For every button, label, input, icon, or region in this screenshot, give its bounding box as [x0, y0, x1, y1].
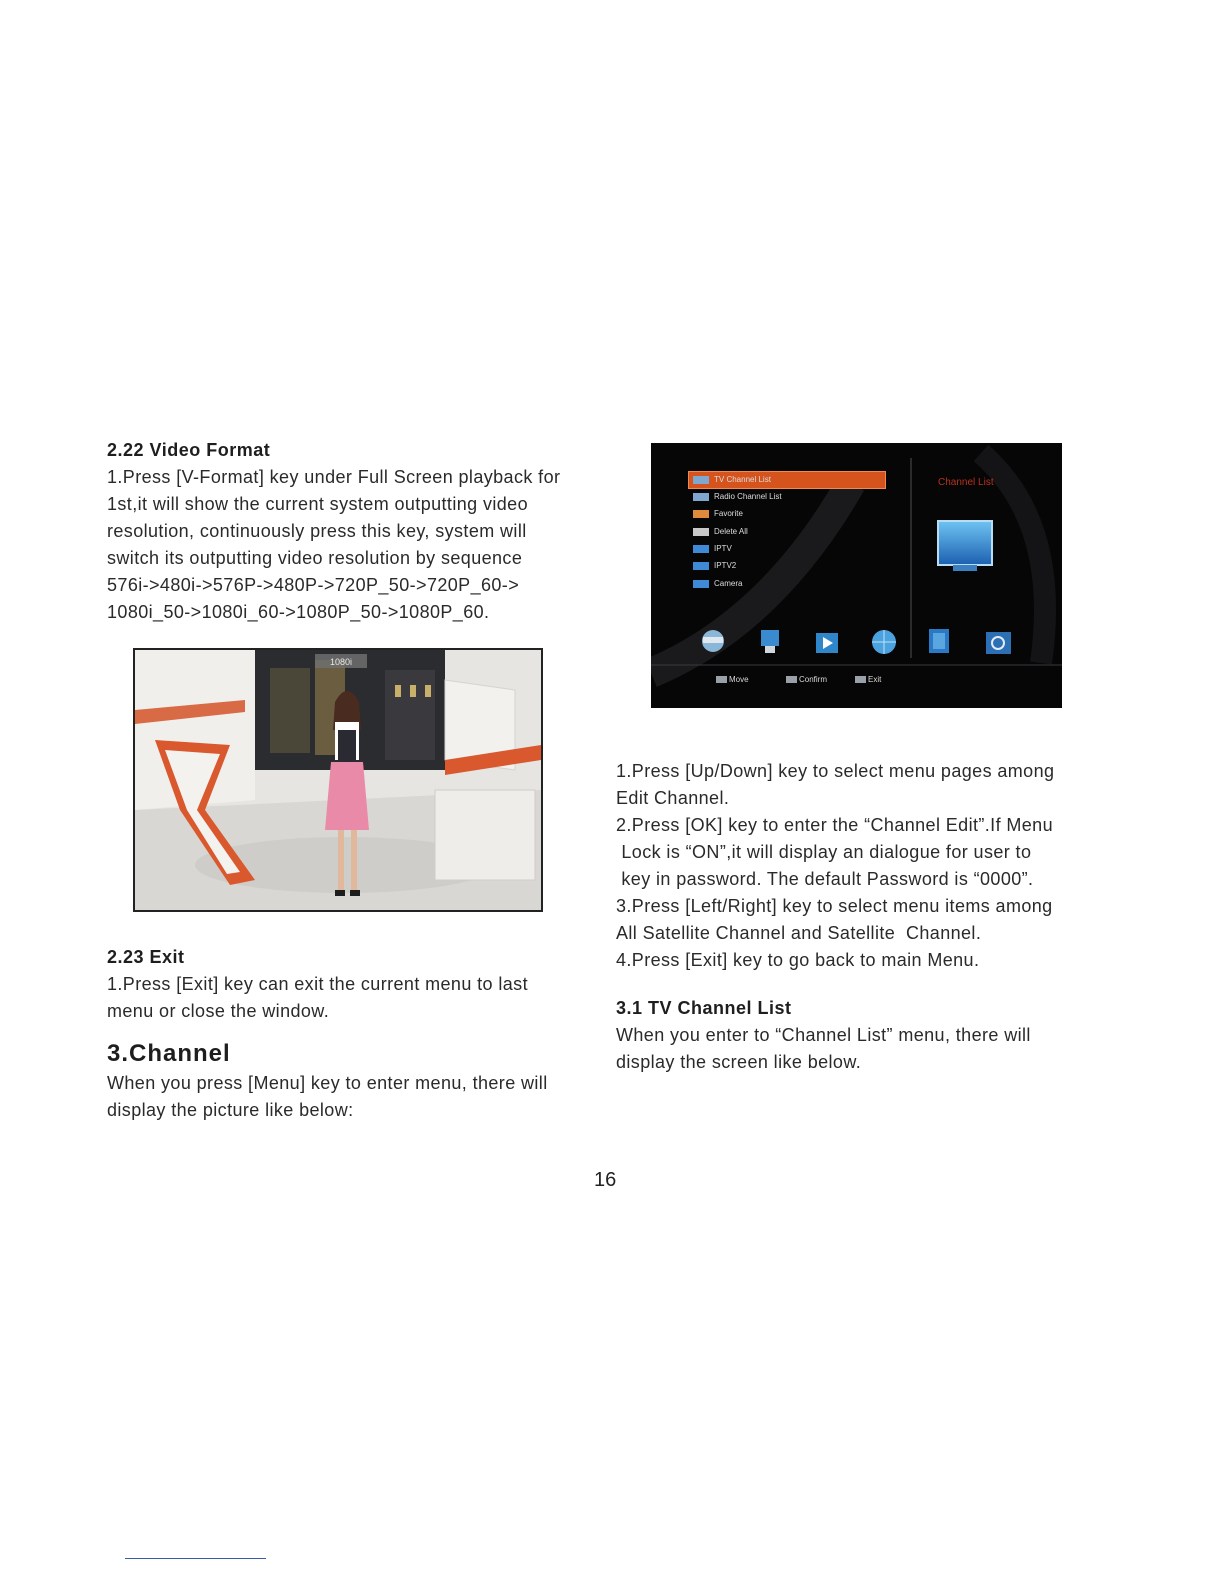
text-line: 1.Press [Exit] key can exit the current menu to last: [107, 974, 528, 994]
monitor-icon: [761, 630, 779, 653]
osd-resolution-label: 1080i: [329, 657, 353, 667]
text-line: display the picture like below:: [107, 1100, 354, 1120]
exit-text: [107, 971, 528, 1025]
move-key-icon: [716, 676, 727, 683]
text-line: When you enter to “Channel List” menu, there will: [616, 1025, 1031, 1045]
settings-icon: [986, 632, 1011, 654]
menu-item-favorite[interactable]: Favorite: [689, 506, 885, 522]
heading-exit: 2.23 Exit: [107, 947, 185, 967]
text-line: resolution, continuously press this key, system will: [107, 521, 527, 541]
heading-video-format: 2.22 Video Format: [107, 440, 271, 460]
video-format-photo: [133, 648, 543, 912]
menu-item-iptv2[interactable]: IPTV2: [689, 558, 885, 574]
media-play-icon: [816, 633, 838, 653]
studio-scene-image: [135, 650, 541, 910]
text-line: 1080i_50->1080i_60->1080P_50->1080P_60.: [107, 602, 490, 622]
footer-exit: Exit: [855, 675, 881, 684]
text-line: When you press [Menu] key to enter menu, there will: [107, 1073, 548, 1093]
heading-tv-channel-list: 3.1 TV Channel List: [616, 998, 792, 1018]
camera-icon: [693, 580, 709, 588]
satellite-icon: [702, 630, 724, 652]
menu-item-iptv[interactable]: IPTV: [689, 541, 885, 557]
video-format-text: [107, 464, 560, 626]
tv-icon: [693, 476, 709, 484]
ok-key-icon: [786, 676, 797, 683]
text-line: display the screen like below.: [616, 1052, 862, 1072]
radio-icon: [693, 493, 709, 501]
text-line: 2.Press [OK] key to enter the “Channel Edit”.If Menu: [616, 815, 1053, 835]
exit-key-icon: [855, 676, 866, 683]
panel-title: Channel List: [938, 477, 994, 488]
heading-channel: 3.Channel: [107, 1040, 231, 1067]
tv-channel-list-text: [616, 1022, 1031, 1076]
text-line: 1st,it will show the current system outputting video: [107, 494, 528, 514]
channel-text: [107, 1070, 548, 1124]
text-line: Edit Channel.: [616, 788, 730, 808]
menu-item-delete-all[interactable]: Delete All: [689, 524, 885, 540]
text-line: Lock is “ON”,it will display an dialogue for user to: [616, 842, 1032, 862]
footer-move: Move: [716, 675, 749, 684]
delete-icon: [693, 528, 709, 536]
menu-item-camera[interactable]: Camera: [689, 576, 885, 592]
menu-item-tv-channel-list[interactable]: TV Channel List: [689, 472, 885, 488]
text-line: 576i->480i->576P->480P->720P_50->720P_60->: [107, 575, 520, 595]
text-line: menu or close the window.: [107, 1001, 330, 1021]
footnote-rule: [125, 1558, 266, 1559]
menu-item-radio-channel-list[interactable]: Radio Channel List: [689, 489, 885, 505]
text-line: 4.Press [Exit] key to go back to main Menu.: [616, 950, 980, 970]
iptv-icon: [693, 545, 709, 553]
globe-icon: [872, 630, 896, 654]
favorite-icon: [693, 510, 709, 518]
text-line: 1.Press [V-Format] key under Full Screen playback for: [107, 467, 561, 487]
book-icon: [929, 629, 949, 653]
text-line: All Satellite Channel and Satellite Channel.: [616, 923, 982, 943]
channel-menu-screenshot: [651, 443, 1062, 708]
channel-edit-steps: [616, 758, 1054, 974]
text-line: switch its outputting video resolution by sequence: [107, 548, 523, 568]
text-line: 3.Press [Left/Right] key to select menu items among: [616, 896, 1053, 916]
text-line: 1.Press [Up/Down] key to select menu pages among: [616, 761, 1055, 781]
footer-confirm: Confirm: [786, 675, 827, 684]
page-number: 16: [594, 1169, 617, 1191]
text-line: key in password. The default Password is “0000”.: [616, 869, 1034, 889]
iptv2-icon: [693, 562, 709, 570]
